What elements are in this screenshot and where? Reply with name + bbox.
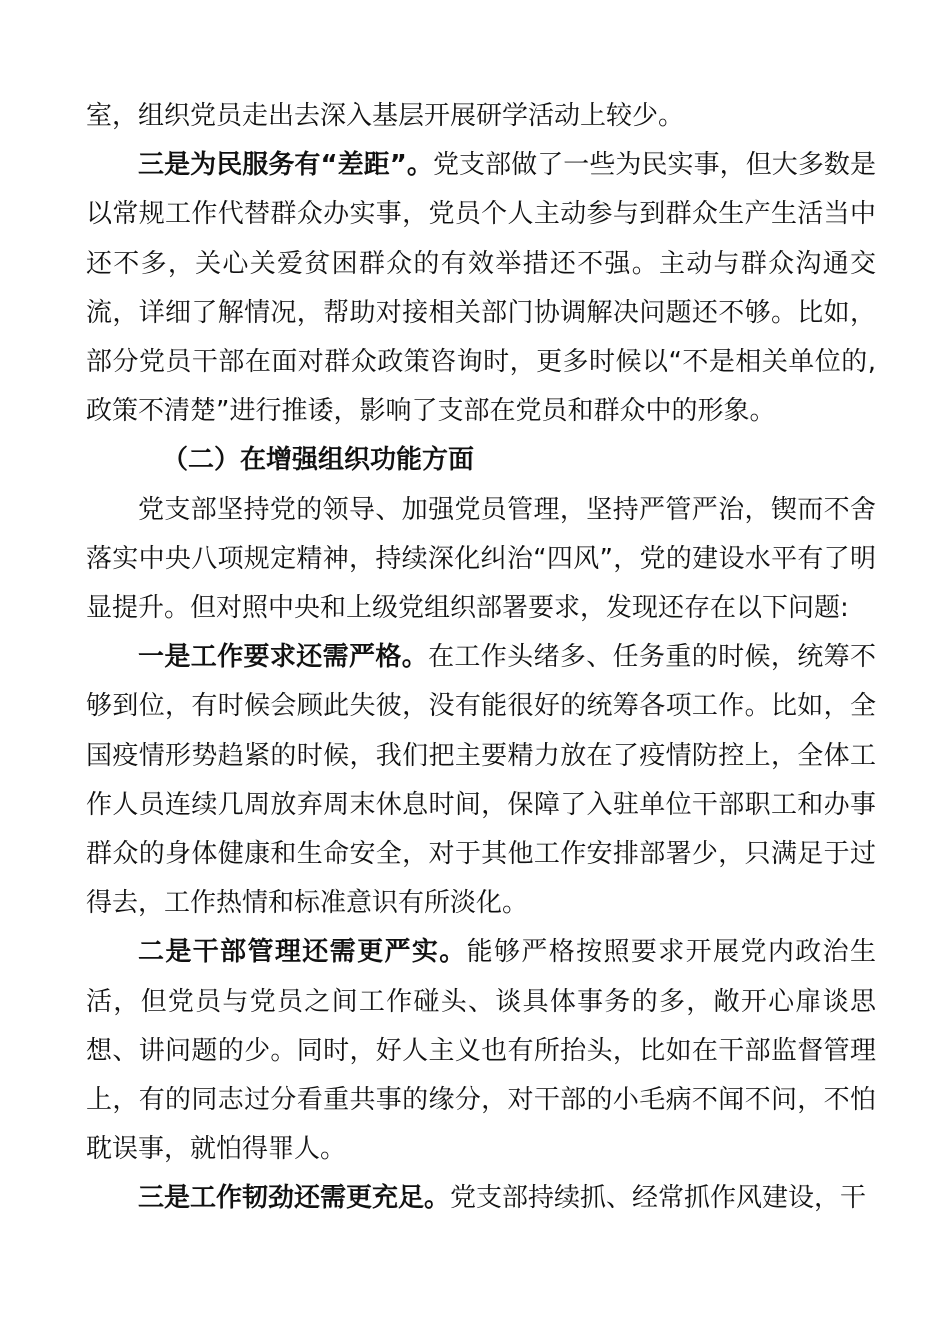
paragraph-section-intro <box>86 486 876 634</box>
paragraph-text: 室，组织党员走出去深入基层开展研学活动上较少。 <box>86 101 685 131</box>
paragraph-service-gap <box>86 141 876 436</box>
document-page <box>86 92 876 1224</box>
paragraph-continuation <box>86 92 876 141</box>
paragraph-text: 在工作头绪多、任务重的时候，统筹不够到位，有时候会顾此失彼，没有能很好的统筹各项工作。比如，全国疫情形势趋紧的时候，我们把主要精力放在了疫情防控上，全体工作人员连续几周放弃周末休息时间，保障了入驻单位干部职工和办事群众的身体健康和生命安全，对于其他工作安排部署少，只满足于过得去，工作热情和标准意识有所淡化。 <box>86 642 876 919</box>
paragraph-text: 能够严格按照要求开展党内政治生活，但党员与党员之间工作碰头、谈具体事务的多，敞开心扉谈思想、讲问题的少。同时，好人主义也有所抬头，比如在干部监督管理上，有的同志过分看重共事的缘分，对干部的小毛病不闻不问，不怕耽误事，就怕得罪人。 <box>86 937 876 1165</box>
section-heading: （二）在增强组织功能方面 <box>162 445 475 476</box>
paragraph-text: 党支部做了一些为民实事，但大多数是以常规工作代替群众办实事，党员个人主动参与到群众生产生活当中还不多，关心关爱贫困群众的有效举措还不强。主动与群众沟通交流，详细了解情况，帮助对接相关部门协调解决问题还不够。比如，部分党员干部在面对群众政策咨询时，更多时候以“不是相关单位的,政策不清楚”进行推诿，影响了支部在党员和群众中的形象。 <box>86 150 876 427</box>
paragraph-lead: 三是工作韧劲还需更充足。 <box>138 1183 451 1214</box>
paragraph-lead: 二是干部管理还需更严实。 <box>138 937 467 968</box>
paragraph-text: 党支部坚持党的领导、加强党员管理，坚持严管严治，锲而不舍落实中央八项规定精神，持续深化纠治“四风”，党的建设水平有了明显提升。但对照中央和上级党组织部署要求，发现还存在以下问题: <box>86 494 876 624</box>
paragraph-text: 党支部持续抓、经常抓作风建设，干 <box>450 1183 867 1214</box>
paragraph-lead: 三是为民服务有“差距”。 <box>138 150 433 181</box>
paragraph-work-tenacity <box>86 1174 876 1223</box>
paragraph-lead: 一是工作要求还需严格。 <box>138 642 429 673</box>
paragraph-work-requirements <box>86 633 876 928</box>
paragraph-cadre-management <box>86 928 876 1174</box>
